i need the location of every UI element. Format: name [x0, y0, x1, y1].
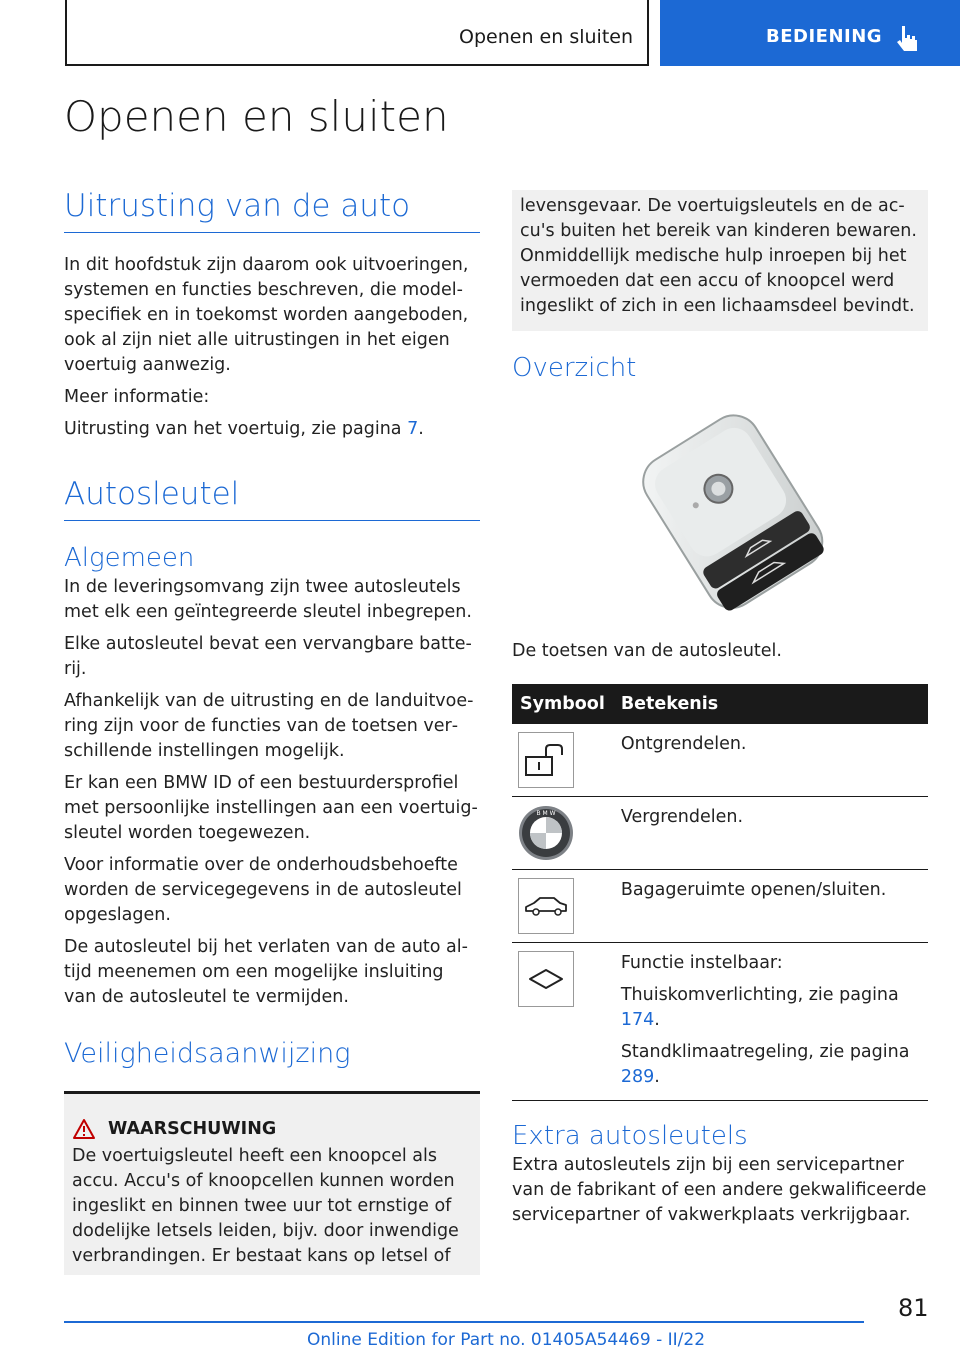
option-1-text: Thuiskomverlichting, zie pagina	[620, 985, 899, 1005]
extra-keys-text: Extra autosleutels zijn bij een servicepartner van de fabrikant of een andere gekwalificeerde servicepartner of vakwerkplaats verkrijgbaar.	[512, 1155, 927, 1225]
page-link-174[interactable]: 174	[620, 1010, 655, 1030]
table-row	[512, 797, 928, 870]
equipment-heading: Uitrusting van de auto	[64, 188, 480, 233]
key-paragraph-5: Voor informatie over de onderhoudsbehoefte worden de servicegegevens in de autosleutel opgeslagen.	[64, 855, 462, 925]
option-2-end: .	[654, 1067, 660, 1087]
table-row	[512, 724, 928, 797]
key-paragraph-1: In de leveringsomvang zijn twee autosleutels met elk een geïntegreerde sleutel inbegrepen.	[64, 577, 472, 622]
overview-heading: Overzicht	[512, 353, 637, 383]
page-title: Openen en sluiten	[64, 92, 449, 141]
key-paragraph-3: Afhankelijk van de uitrusting en de landuitvoering zijn voor de functies van de toetsen verschillende instellingen mogelijk.	[64, 691, 474, 761]
footer-edition: Online Edition for Part no. 01405A54469 - II/22	[307, 1330, 706, 1350]
key-heading: Autosleutel	[64, 476, 480, 521]
bmw-logo-icon	[518, 805, 574, 861]
function-option-2	[621, 1040, 920, 1090]
row-text-lock: Vergrendelen.	[613, 797, 928, 870]
diamond-icon	[518, 951, 574, 1007]
symbol-table	[512, 684, 928, 1101]
option-2-text: Standklimaatregeling, zie pagina	[620, 1042, 910, 1062]
row-text-function	[613, 943, 928, 1101]
column-header-symbol: Symbool	[512, 684, 613, 724]
key-fob-image	[512, 383, 928, 633]
warning-continuation	[512, 190, 928, 331]
header-section-title: Openen en sluiten	[459, 26, 633, 48]
page-link-7[interactable]: 7	[407, 419, 419, 439]
row-text-unlock: Ontgrendelen.	[613, 724, 928, 797]
extra-keys-heading: Extra autosleutels	[512, 1121, 748, 1151]
footer-divider	[64, 1321, 864, 1323]
warning-triangle-icon	[72, 1118, 96, 1140]
equipment-paragraph-1: In dit hoofdstuk zijn daarom ook uitvoeringen, systemen en functies beschreven, die modelspecifiek en in toekomst worden aangeboden, ook al zijn niet alle uitrustingen in het eigen voertuig aanwezig.	[64, 255, 469, 375]
general-heading: Algemeen	[64, 543, 195, 573]
right-column	[512, 190, 928, 1228]
svg-text:B M W: B M W	[536, 810, 556, 817]
key-caption: De toetsen van de autosleutel.	[512, 641, 782, 661]
unlock-icon	[518, 732, 574, 788]
key-paragraph-2: Elke autosleutel bevat een vervangbare batterij.	[64, 634, 472, 679]
page-number: 81	[898, 1294, 929, 1322]
left-column	[64, 188, 480, 1275]
option-1-end: .	[654, 1010, 660, 1030]
column-header-meaning: Betekenis	[613, 684, 928, 724]
table-row	[512, 870, 928, 943]
function-title: Functie instelbaar:	[620, 953, 783, 973]
row-text-trunk: Bagageruimte openen/sluiten.	[613, 870, 928, 943]
equipment-ref-text: Uitrusting van het voertuig, zie pagina	[64, 419, 408, 439]
warning-box	[64, 1091, 480, 1275]
equipment-paragraph-2: Meer informatie:	[64, 387, 210, 407]
key-paragraph-4: Er kan een BMW ID of een bestuurdersprofiel met persoonlijke instellingen aan een voertuigsleutel worden toegewezen.	[64, 773, 478, 843]
header-chapter-title: BEDIENING	[766, 26, 883, 47]
table-header-row	[512, 684, 928, 724]
warning-continuation-text: levensgevaar. De voertuigsleutels en de accu's buiten het bereik van kinderen bewaren. Onmiddellijk medische hulp inroepen bij het vermoeden dat een accu of knoopcel werd ingeslikt of zich in een lichaamsdeel bevindt.	[520, 196, 917, 316]
page-link-289[interactable]: 289	[620, 1067, 655, 1087]
safety-heading: Veiligheidsaanwijzing	[64, 1038, 351, 1069]
equipment-ref-end: .	[418, 419, 424, 439]
warning-header	[72, 1118, 470, 1140]
car-trunk-icon	[518, 878, 574, 934]
header-section-box	[65, 0, 649, 66]
warning-title: WAARSCHUWING	[108, 1119, 277, 1139]
warning-text: De voertuigsleutel heeft een knoopcel als accu. Accu's of knoopcellen kunnen worden ingeslikt en binnen twee uur tot ernstige of dodelijke letsels leiden, bijv. door inwendige verbrandingen. Er bestaat kans op letsel of	[72, 1146, 459, 1266]
table-row	[512, 943, 928, 1101]
key-fob-illustration	[512, 383, 928, 633]
function-option-1	[621, 983, 920, 1033]
pointing-hand-icon	[894, 24, 920, 54]
key-paragraph-6: De autosleutel bij het verlaten van de auto altijd meenemen om een mogelijke insluiting van de autosleutel te vermijden.	[64, 937, 468, 1007]
equipment-paragraph-3	[64, 417, 480, 442]
header-chapter-box	[660, 0, 960, 66]
